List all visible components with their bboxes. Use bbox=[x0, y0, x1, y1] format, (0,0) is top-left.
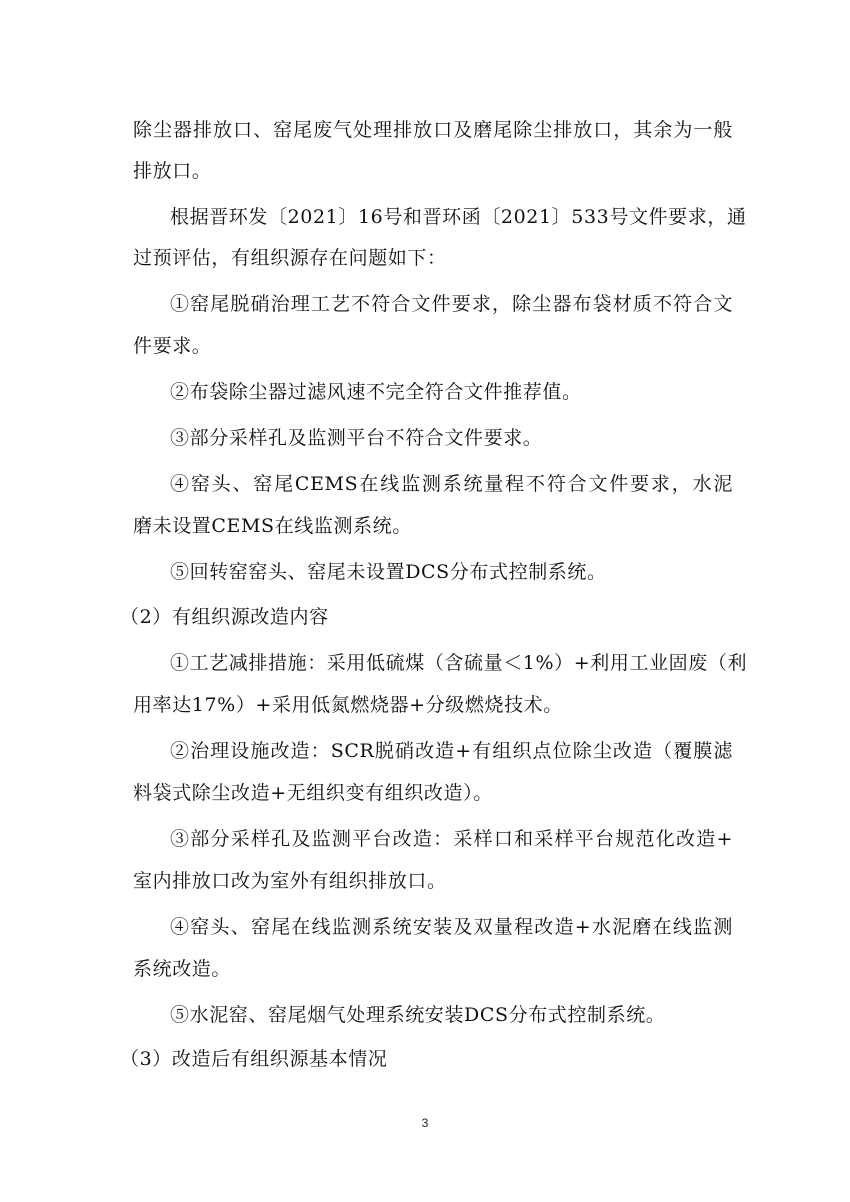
measure-4-line-2: 系统改造。 bbox=[133, 958, 232, 980]
paragraph-line-4: 过预评估，有组织源存在问题如下： bbox=[133, 247, 447, 269]
issue-2-line: ②布袋除尘器过滤风速不完全符合文件推荐值。 bbox=[170, 381, 582, 403]
section-heading-3: （3）改造后有组织源基本情况 bbox=[120, 1048, 388, 1070]
measure-2-line-1: ②治理设施改造：SCR脱硝改造+有组织点位除尘改造（覆膜滤 bbox=[170, 740, 733, 762]
paragraph-line-2: 排放口。 bbox=[133, 160, 212, 182]
measure-2-line-2: 料袋式除尘改造+无组织变有组织改造）。 bbox=[133, 782, 493, 804]
issue-4-line-2: 磨未设置CEMS在线监测系统。 bbox=[133, 515, 412, 537]
issue-3-line: ③部分采样孔及监测平台不符合文件要求。 bbox=[170, 427, 543, 449]
paragraph-line-1: 除尘器排放口、窑尾废气处理排放口及磨尾除尘排放口，其余为一般 bbox=[133, 119, 733, 141]
measure-3-line-2: 室内排放口改为室外有组织排放口。 bbox=[133, 870, 447, 892]
paragraph-line-3: 根据晋环发〔2021〕16号和晋环函〔2021〕533号文件要求，通 bbox=[170, 206, 747, 228]
measure-3-line-1: ③部分采样孔及监测平台改造：采样口和采样平台规范化改造+ bbox=[170, 828, 733, 850]
issue-1-line-1: ①窑尾脱硝治理工艺不符合文件要求，除尘器布袋材质不符合文 bbox=[170, 293, 733, 315]
measure-5-line: ⑤水泥窑、窑尾烟气处理系统安装DCS分布式控制系统。 bbox=[170, 1004, 666, 1026]
measure-1-line-1: ①工艺减排措施：采用低硫煤（含硫量＜1%）+利用工业固废（利 bbox=[170, 652, 748, 674]
measure-1-line-2: 用率达17%）+采用低氮燃烧器+分级燃烧技术。 bbox=[133, 694, 563, 716]
issue-5-line: ⑤回转窑窑头、窑尾未设置DCS分布式控制系统。 bbox=[170, 561, 607, 583]
measure-4-line-1: ④窑头、窑尾在线监测系统安装及双量程改造+水泥磨在线监测 bbox=[170, 916, 733, 938]
issue-4-line-1: ④窑头、窑尾CEMS在线监测系统量程不符合文件要求，水泥 bbox=[170, 473, 733, 495]
issue-1-line-2: 件要求。 bbox=[133, 335, 212, 357]
page-number: 3 bbox=[421, 1116, 429, 1130]
section-heading-2: （2）有组织源改造内容 bbox=[120, 606, 329, 628]
